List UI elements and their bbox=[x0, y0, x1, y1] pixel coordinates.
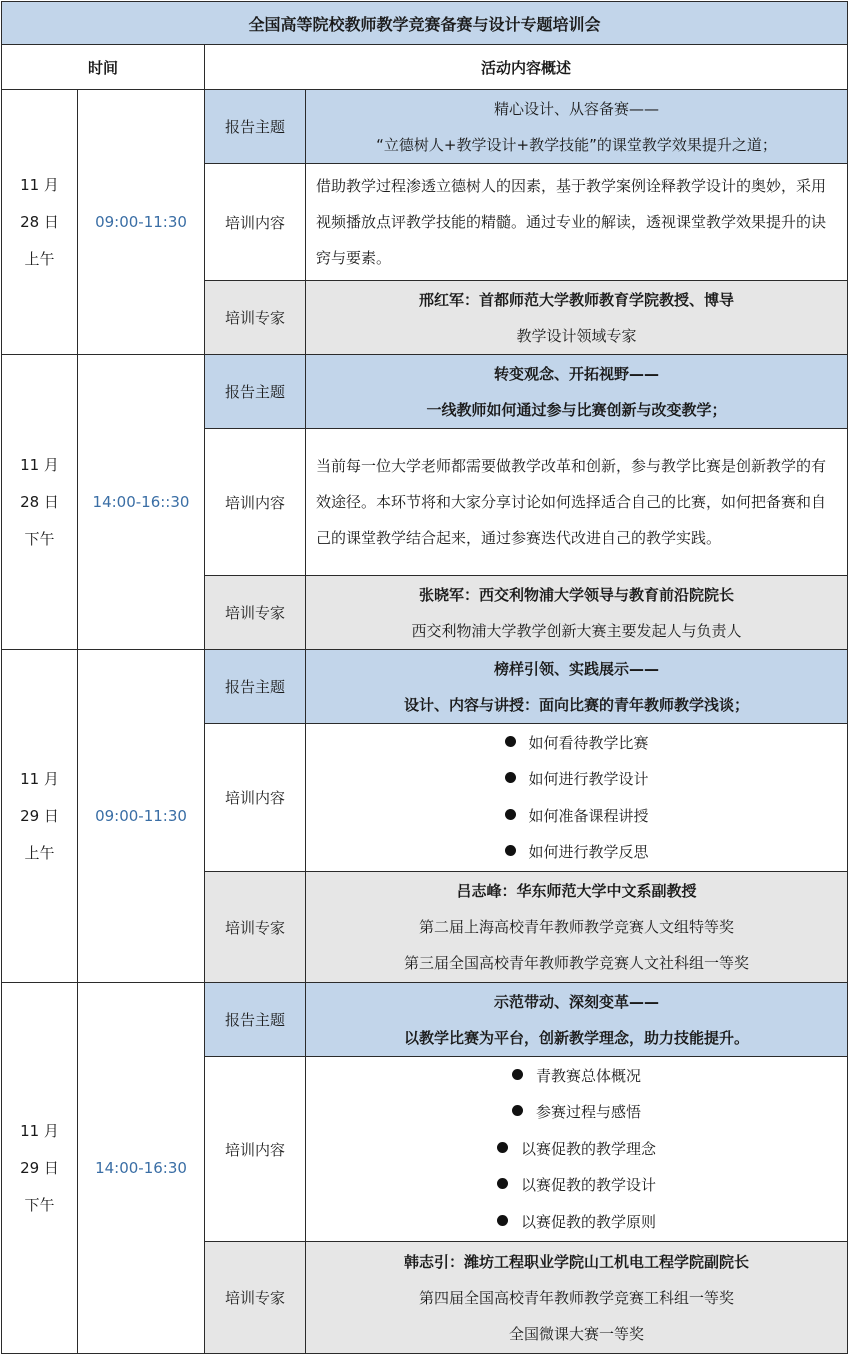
list-item: 青教赛总体概况 bbox=[306, 1058, 847, 1095]
expert-label: 培训专家 bbox=[205, 281, 306, 355]
bullet-icon bbox=[512, 1069, 523, 1080]
bullet-icon bbox=[505, 845, 516, 856]
bullet-icon bbox=[505, 809, 516, 820]
bullet-icon bbox=[505, 772, 516, 783]
content-label: 培训内容 bbox=[205, 1057, 306, 1242]
topic-text: 精心设计、从容备赛—— “立德树人+教学设计+教学技能”的课堂教学效果提升之道； bbox=[306, 90, 848, 164]
expert-text: 吕志峰：华东师范大学中文系副教授 第二届上海高校青年教师教学竞赛人文组特等奖 第三届全国高校青年教师教学竞赛人文社科组一等奖 bbox=[306, 872, 848, 983]
session-time: 09:00-11:30 bbox=[78, 650, 205, 983]
expert-text: 邢红军：首都师范大学教师教育学院教授、博导 教学设计领域专家 bbox=[306, 281, 848, 355]
topic-text: 转变观念、开拓视野—— 一线教师如何通过参与比赛创新与改变教学； bbox=[306, 355, 848, 429]
session-date: 11 月 28 日 下午 bbox=[2, 355, 78, 650]
content-text: 当前每一位大学老师都需要做教学改革和创新，参与教学比赛是创新教学的有效途径。本环节将和大家分享讨论如何选择适合自己的比赛，如何把备赛和自己的课堂教学结合起来，通过参赛迭代改进自己的教学实践。 bbox=[306, 429, 848, 576]
content-label: 培训内容 bbox=[205, 429, 306, 576]
expert-text: 张晓军：西交利物浦大学领导与教育前沿院院长 西交利物浦大学教学创新大赛主要发起人与负责人 bbox=[306, 576, 848, 650]
list-item: 如何看待教学比赛 bbox=[306, 725, 847, 762]
session-date: 11 月 29 日 下午 bbox=[2, 983, 78, 1354]
table-title: 全国高等院校教师教学竞赛备赛与设计专题培训会 bbox=[2, 2, 848, 45]
topic-label: 报告主题 bbox=[205, 90, 306, 164]
list-item: 以赛促教的教学原则 bbox=[306, 1204, 847, 1241]
bullet-icon bbox=[512, 1105, 523, 1116]
topic-label: 报告主题 bbox=[205, 355, 306, 429]
bullet-icon bbox=[497, 1142, 508, 1153]
list-item: 如何进行教学设计 bbox=[306, 761, 847, 798]
content-label: 培训内容 bbox=[205, 164, 306, 281]
session-time: 09:00-11:30 bbox=[78, 90, 205, 355]
schedule-table bbox=[1, 1, 848, 1354]
content-text: 借助教学过程渗透立德树人的因素，基于教学案例诠释教学设计的奥妙，采用视频播放点评教学技能的精髓。通过专业的解读，透视课堂教学效果提升的诀窍与要素。 bbox=[306, 164, 848, 281]
session-date: 11 月 28 日 上午 bbox=[2, 90, 78, 355]
list-item: 如何进行教学反思 bbox=[306, 834, 847, 871]
content-list bbox=[306, 1057, 848, 1242]
content-label: 培训内容 bbox=[205, 724, 306, 872]
list-item: 如何准备课程讲授 bbox=[306, 798, 847, 835]
topic-text: 榜样引领、实践展示—— 设计、内容与讲授：面向比赛的青年教师教学浅谈； bbox=[306, 650, 848, 724]
list-item: 以赛促教的教学设计 bbox=[306, 1167, 847, 1204]
header-time: 时间 bbox=[2, 45, 205, 90]
header-activity: 活动内容概述 bbox=[205, 45, 848, 90]
session-time: 14:00-16::30 bbox=[78, 355, 205, 650]
expert-label: 培训专家 bbox=[205, 872, 306, 983]
bullet-icon bbox=[497, 1178, 508, 1189]
topic-label: 报告主题 bbox=[205, 983, 306, 1057]
bullet-icon bbox=[497, 1215, 508, 1226]
expert-text: 韩志引：潍坊工程职业学院山工机电工程学院副院长 第四届全国高校青年教师教学竞赛工科组一等奖 全国微课大赛一等奖 bbox=[306, 1242, 848, 1354]
list-item: 参赛过程与感悟 bbox=[306, 1094, 847, 1131]
list-item: 以赛促教的教学理念 bbox=[306, 1131, 847, 1168]
content-list bbox=[306, 724, 848, 872]
expert-label: 培训专家 bbox=[205, 1242, 306, 1354]
session-time: 14:00-16:30 bbox=[78, 983, 205, 1354]
topic-label: 报告主题 bbox=[205, 650, 306, 724]
session-date: 11 月 29 日 上午 bbox=[2, 650, 78, 983]
topic-text: 示范带动、深刻变革—— 以教学比赛为平台，创新教学理念，助力技能提升。 bbox=[306, 983, 848, 1057]
expert-label: 培训专家 bbox=[205, 576, 306, 650]
bullet-icon bbox=[505, 736, 516, 747]
